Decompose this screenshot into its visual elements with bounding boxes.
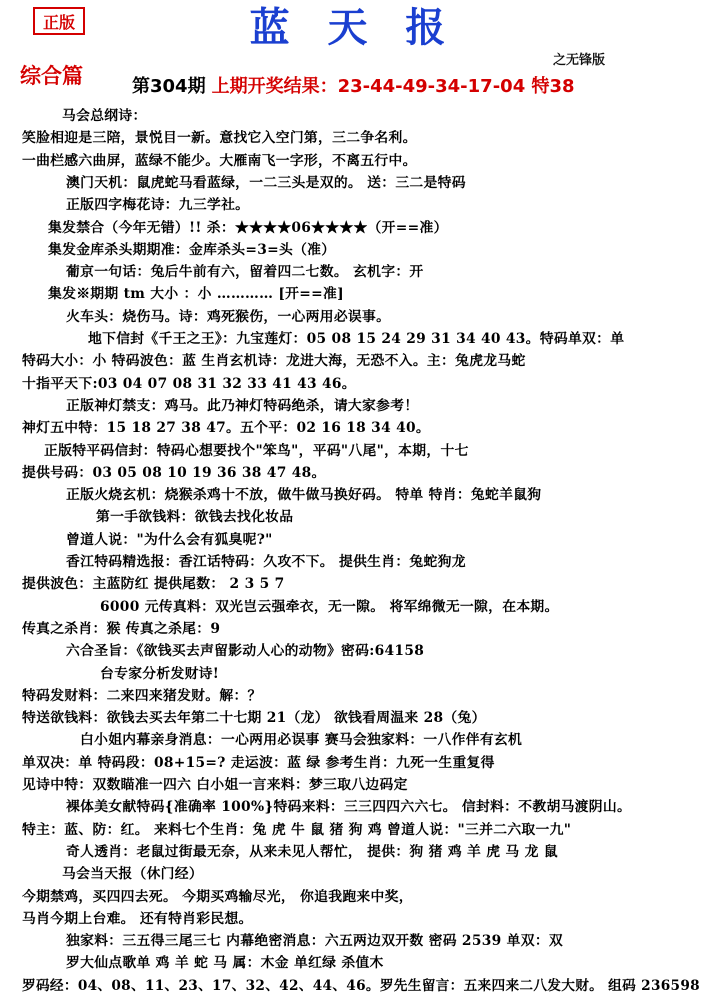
article-line: 一曲栏感六曲屏，蓝绿不能少。大雁南飞一字形，不离五行中。 <box>22 152 417 169</box>
article-line: 澳门天机：鼠虎蛇马看蓝绿，一二三头是双的。 送：三二是特码 <box>66 174 466 191</box>
article-line: 今期禁鸡，买四四去死。 今期买鸡输尽光， 你追我跑来中奖， <box>22 888 413 905</box>
article-line: 六合圣旨：《欲钱买去声留影动人心的动物》密码:64158 <box>66 643 425 660</box>
issue-number: 第304期 <box>132 76 206 97</box>
article-line: 集发禁合（今年无错）!! 杀：★★★★06★★★★（开==准） <box>48 219 448 236</box>
article-line: 地下信封《千王之王》：九宝莲灯：05 08 15 24 29 31 34 40 43。特码单双：单 <box>88 331 625 347</box>
article-line: 单双决：单 特码段：08+15=? 走运波：蓝 绿 参考生肖：九死一生重复得 <box>22 754 495 771</box>
article-line: 香江特码精选报：香江话特码：久攻不下。 提供生肖：兔蛇狗龙 <box>66 554 466 570</box>
article-line: 集发金库杀头期期准：金库杀头=3=头（准） <box>48 241 336 258</box>
article-line: 奇人透肖：老鼠过街最无奈，从来未见人帮忙， 提供：狗 猪 鸡 羊 虎 马 龙 鼠 <box>66 843 558 860</box>
article-line: 火车头：烧伤马。诗：鸡死猴伤，一心两用必误事。 <box>66 308 391 325</box>
article-line: 正版四字梅花诗：九三学社。 <box>66 197 250 214</box>
article-line: 特主：蓝、防：红。 来料七个生肖：兔 虎 牛 鼠 猪 狗 鸡 曾道人说："三并二六取一九" <box>22 821 572 838</box>
article-line: 裸体美女献特码{准确率 100%}特码来料：三三四四六六七。 信封料：不教胡马渡阴山。 <box>66 799 632 816</box>
genuine-stamp: 正版 <box>33 7 85 35</box>
article-line: 独家料：三五得三尾三七 内幕绝密消息：六五两边双开数 密码 2539 单双：双 <box>66 933 564 950</box>
article-line: 见诗中特：双数瞄准一四六 白小姐一言来料：梦三取八边码定 <box>22 777 408 793</box>
article-line: 台专家分析发财诗! <box>100 665 220 682</box>
article-line: 特码大小：小 特码波色：蓝 生肖玄机诗：龙进大海，无恐不入。主：兔虎龙马蛇 <box>22 353 526 370</box>
article-line: 曾道人说："为什么会有狐臭呢?" <box>66 531 273 548</box>
article-line: 十指平天下:03 04 07 08 31 32 33 41 43 46。 <box>22 375 356 392</box>
article-line: 马会当天报（休门经） <box>62 866 203 883</box>
article-line: 特送欲钱料：欲钱去买去年第二十七期 21（龙） 欲钱看周温来 28（兔） <box>22 710 486 727</box>
article-line: 提供号码：03 05 08 10 19 36 38 47 48。 <box>22 464 326 481</box>
article-line: 特码发财料：二来四来猪发财。解：？ <box>22 687 262 704</box>
article-line: 笑脸相迎是三陪，景悦目一新。意找它入空门第，三二争名利。 <box>22 130 417 147</box>
article-line: 神灯五中特：15 18 27 38 47。五个平：02 16 18 34 40。 <box>22 420 430 437</box>
article-line: 传真之杀肖：猴 传真之杀尾：9 <box>22 620 221 637</box>
article-line: 提供波色：主蓝防红 提供尾数： 2 3 5 7 <box>22 576 285 593</box>
article-line: 第一手欲钱料：欲钱去找化妆品 <box>96 509 294 526</box>
edition-label: 之无锋版 <box>553 53 606 68</box>
article-line: 正版神灯禁支：鸡马。此乃神灯特码绝杀，请大家参考！ <box>66 397 419 414</box>
section-title: 综合篇 <box>20 64 83 88</box>
issue-header <box>132 74 575 100</box>
article-line: 马肖今期上台难。 还有特肖彩民想。 <box>22 910 253 927</box>
article-line: 罗大仙点歌单 鸡 羊 蛇 马 属：木金 单红绿 杀值木 <box>66 955 384 972</box>
article-line: 白小姐内幕亲身消息：一心两用必误事 赛马会独家料：一八作伴有玄机 <box>80 732 523 749</box>
article-line: 葡京一句话：兔后牛前有六，留着四二七数。 玄机字：开 <box>66 264 424 281</box>
article-line: 集发※期期 tm 大小 ：小 ………… [开==准] <box>48 286 344 303</box>
article-line: 正版火烧玄机：烧猴杀鸡十不放，做牛做马换好码。 特单 特肖：兔蛇羊鼠狗 <box>66 487 542 504</box>
article-line: 马会总纲诗： <box>62 108 147 124</box>
article-line: 罗码经：04、08、11、23、17、32、42、44、46。罗先生留言：五来四来二八发大财。 组码 236598 <box>22 977 700 994</box>
article-line: 正版特平码信封：特码心想要找个"笨鸟"，平码"八尾"，本期，十七 <box>44 442 469 459</box>
article-line: 6000 元传真料：双光岂云强牵衣，无一隙。 将军绵微无一隙，在本期。 <box>100 598 559 615</box>
newspaper-title: 蓝 天 报 <box>249 4 458 51</box>
last-draw-result: 上期开奖结果：23-44-49-34-17-04 特38 <box>211 76 575 97</box>
